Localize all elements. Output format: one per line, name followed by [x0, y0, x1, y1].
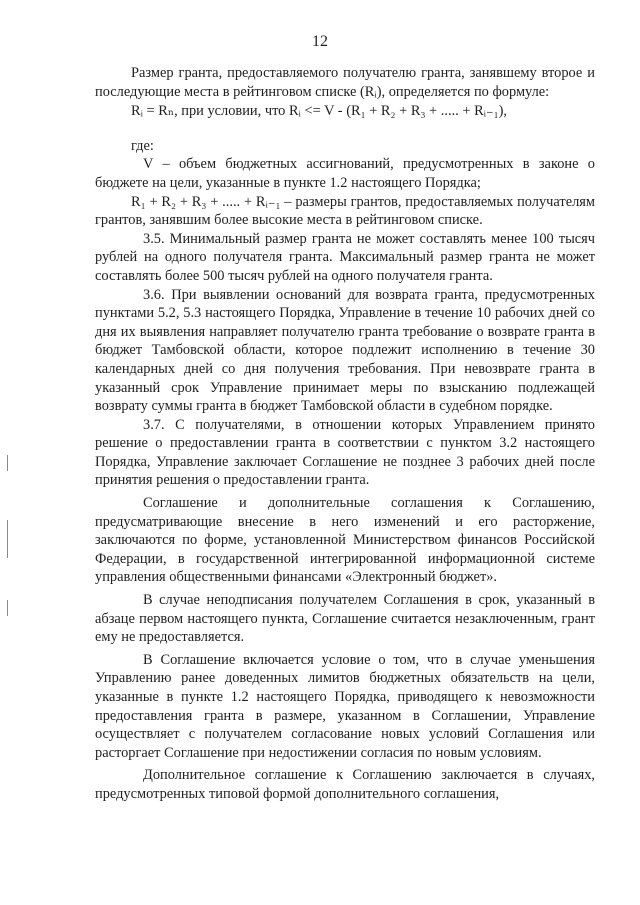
formula: Rᵢ = Rₙ, при условии, что Rᵢ <= V - (R₁ + R₂ + R₃ + ..... + Rᵢ₋₁),	[131, 103, 508, 120]
paragraph: 3.6. При выявлении оснований для возврата гранта, предусмотренных пунктами 5.2, 5.3 настоящего Порядка, Управление в течение 10 рабочих дней со дня их выявления направляет получателю гранта требование о возврате гранта в бюджет Тамбовской области, которое подлежит исполнению в течение 30 календарных дней со дня получения требования. При невозврате гранта в указанный срок Управление принимает меры по взысканию подлежащей возврату суммы гранта в бюджет Тамбовской области в судебном порядке.	[95, 286, 595, 415]
scan-margin-mark	[7, 455, 8, 471]
paragraph: Размер гранта, предоставляемого получателю гранта, занявшему второе и последующие места в рейтинговом списке (Rᵢ), определяется по формуле:	[95, 65, 595, 100]
paragraph: где:	[131, 137, 154, 154]
scan-margin-mark	[7, 520, 8, 558]
paragraph: V – объем бюджетных ассигнований, предусмотренных в законе о бюджете на цели, указанные в пункте 1.2 настоящего Порядка;	[95, 156, 595, 191]
document-body	[95, 64, 595, 804]
paragraph: Соглашение и дополнительные соглашения к Соглашению, предусматривающие внесение в него изменений и его расторжение, заключаются по форме, установленной Министерством финансов Российской Федерации, в государственной интегрированной информационной системе управления общественными финансами «Электронный бюджет».	[95, 495, 595, 586]
scan-margin-mark	[7, 600, 8, 616]
paragraph: В Соглашение включается условие о том, что в случае уменьшения Управлению ранее доведенных лимитов бюджетных обязательств на цели, указанные в пункте 1.2 настоящего Порядка, приводящего к невозможности предоставления гранта в размере, указанном в Соглашении, Управление осуществляет с получателем согласование новых условий Соглашения или расторгает Соглашение при недостижении согласия по новым условиям.	[95, 651, 595, 761]
paragraph: R₁ + R₂ + R₃ + ..... + Rᵢ₋₁ – размеры грантов, предоставляемых получателям грантов, занявшим более высокие места в рейтинговом списке.	[95, 193, 595, 229]
paragraph: 3.7. С получателями, в отношении которых Управлением принято решение о предоставлении гранта в соответствии с пунктом 3.2 настоящего Порядка, Управление заключает Соглашение не позднее 3 рабочих дней после принятия решения о предоставлении гранта.	[95, 416, 595, 489]
paragraph: В случае неподписания получателем Соглашения в срок, указанный в абзаце первом настоящего пункта, Соглашение считается незаключенным, грант ему не предоставляется.	[95, 592, 595, 646]
paragraph: 3.5. Минимальный размер гранта не может составлять менее 100 тысяч рублей на одного получателя гранта. Максимальный размер гранта не может составлять более 500 тысяч рублей на одного получателя гранта.	[95, 230, 595, 284]
paragraph: Дополнительное соглашение к Соглашению заключается в случаях, предусмотренных типовой формой дополнительного соглашения,	[95, 767, 595, 802]
page-number: 12	[312, 33, 328, 50]
